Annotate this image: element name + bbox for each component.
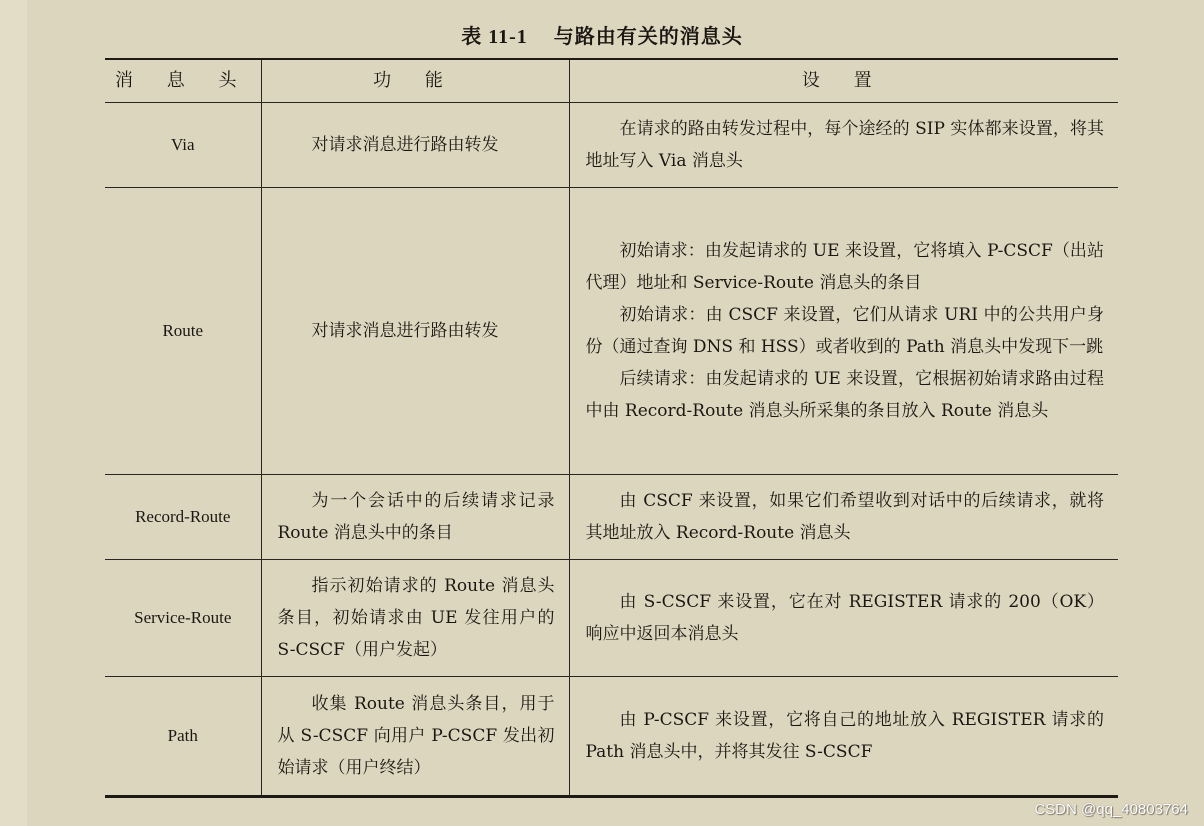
cell-setting — [569, 103, 1118, 188]
table-caption — [0, 20, 1204, 49]
cell-setting — [569, 560, 1118, 677]
function-text: 为一个会话中的后续请求记录 Route 消息头中的条目 — [277, 491, 555, 543]
column-header-setting: 设 置 — [569, 59, 1118, 103]
cell-function — [261, 677, 569, 797]
table-row — [105, 677, 1118, 797]
routing-headers-table — [105, 58, 1118, 798]
cell-header-name: Route — [162, 321, 204, 340]
setting-text: 由 S-CSCF 来设置，它在对 REGISTER 请求的 200（OK）响应中返回本消息头 — [585, 592, 1104, 644]
function-text: 收集 Route 消息头条目，用于从 S-CSCF 向用户 P-CSCF 发出初始请求（用户终结） — [277, 694, 555, 778]
setting-text: 初始请求：由 CSCF 来设置，它们从请求 URI 中的公共用户身份（通过查询 DNS 和 HSS）或者收到的 Path 消息头中发现下一跳 — [585, 305, 1104, 357]
cell-header-name: Via — [170, 135, 195, 154]
table-number: 表 11-1 — [461, 26, 528, 48]
cell-header-name: Path — [167, 726, 198, 745]
function-text: 指示初始请求的 Route 消息头条目，初始请求由 UE 发往用户的 S-CSCF（用户发起） — [277, 576, 555, 660]
csdn-watermark: CSDN @qq_40803764 — [1034, 801, 1188, 818]
cell-function — [261, 560, 569, 677]
table-title: 与路由有关的消息头 — [553, 24, 743, 48]
table-row — [105, 103, 1118, 188]
table-header-row — [105, 59, 1118, 103]
table-row — [105, 560, 1118, 677]
setting-text: 初始请求：由发起请求的 UE 来设置，它将填入 P-CSCF（出站代理）地址和 Service-Route 消息头的条目 — [585, 241, 1104, 293]
function-text: 对请求消息进行路由转发 — [311, 135, 499, 155]
setting-text: 由 P-CSCF 来设置，它将自己的地址放入 REGISTER 请求的 Path 消息头中，并将其发往 S-CSCF — [585, 710, 1104, 762]
cell-setting — [569, 188, 1118, 475]
setting-text: 由 CSCF 来设置，如果它们希望收到对话中的后续请求，就将其地址放入 Record-Route 消息头 — [585, 491, 1104, 543]
cell-function — [261, 188, 569, 475]
table-row — [105, 188, 1118, 475]
cell-function — [261, 103, 569, 188]
column-header-message-header: 消 息 头 — [115, 70, 251, 91]
setting-text: 后续请求：由发起请求的 UE 来设置，它根据初始请求路由过程中由 Record-Route 消息头所采集的条目放入 Route 消息头 — [585, 369, 1104, 421]
cell-header-name: Record-Route — [135, 507, 231, 526]
column-header-function: 功 能 — [261, 59, 569, 103]
setting-text: 在请求的路由转发过程中，每个途经的 SIP 实体都来设置，将其地址写入 Via 消息头 — [585, 119, 1104, 171]
cell-setting — [569, 677, 1118, 797]
function-text: 对请求消息进行路由转发 — [311, 321, 499, 341]
page-margin — [0, 0, 27, 826]
cell-header-name: Service-Route — [134, 608, 232, 627]
cell-function — [261, 475, 569, 560]
table-row — [105, 475, 1118, 560]
cell-setting — [569, 475, 1118, 560]
